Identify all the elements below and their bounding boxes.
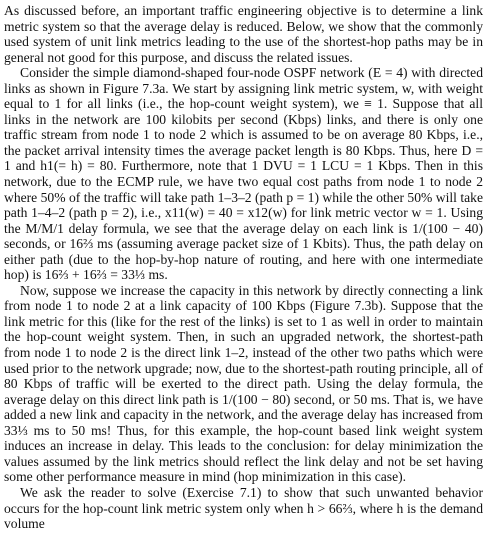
paragraph-diamond-network: Consider the simple diamond-shaped four-node OSPF network (E = 4) with directed links as shown in Figure 7.3a. We start by assigning link metric system, w, with weight equal to 1 for all links (i.e., the hop-count weight system), we ≡ 1. Suppose that all links in the network are 100 kilobits per second (Kbps) links, and there is only one traffic stream from node 1 to node 2 which is assumed to be on average 80 Kbps, i.e., the packet arrival intensity times the average packet length is 80 Kbps. Thus, here D = 1 and h1(= h) = 80. Furthermore, note that 1 DVU = 1 LCU = 1 Kbps. Then in this network, due to the ECMP rule, we have two equal cost paths from node 1 to node 2 where 50% of the traffic will take path 1–3–2 (path p = 1) while the other 50% will take path 1–4–2 (path p = 2), i.e., x11(w) = 40 = x12(w) for link metric vector w = 1. Using the M/M/1 delay formula, we see that the average delay on each link is 1/(100 − 40) seconds, or 16⅔ ms (assuming average packet size of 1 Kbits). Thus, the path delay on either path (due to the hop-by-hop nature of routing, and here with one intermediate hop) is 16⅔ + 16⅔ = 33⅓ ms. [4, 65, 483, 283]
document-page [4, 3, 483, 532]
paragraph-capacity-upgrade: Now, suppose we increase the capacity in this network by directly connecting a link from node 1 to node 2 at a link capacity of 100 Kbps (Figure 7.3b). Suppose that the link metric for this (like for the rest of the links) is set to 1 as well in order to maintain the hop-count weight system. Then, in such an upgraded network, the shortest-path from node 1 to node 2 is the direct link 1–2, instead of the other two paths which were used prior to the network upgrade; now, due to the shortest-path routing principle, all of 80 Kbps of traffic will be exerted to the direct path. Using the delay formula, the average delay on this direct link path is 1/(100 − 80) second, or 50 ms. That is, we have added a new link and capacity in the network, and the average delay has increased from 33⅓ ms to 50 ms! Thus, for this example, the hop-count based link weight system induces an increase in delay. This leads to the conclusion: for delay minimization the values assumed by the link metrics should reflect the link delay and not be set having some other performance measure in mind (hop minimization in this case). [4, 282, 483, 485]
paragraph-exercise: We ask the reader to solve (Exercise 7.1) to show that such unwanted behavior occurs for the hop-count link metric system only when h > 66⅔, where h is the demand volume [4, 484, 483, 532]
paragraph-intro: As discussed before, an important traffic engineering objective is to determine a link metric system so that the average delay is reduced. Below, we show that the commonly used system of unit link metrics leading to the use of the shortest-hop paths may be in general not good for this purpose, and discuss the related issues. [4, 3, 483, 65]
